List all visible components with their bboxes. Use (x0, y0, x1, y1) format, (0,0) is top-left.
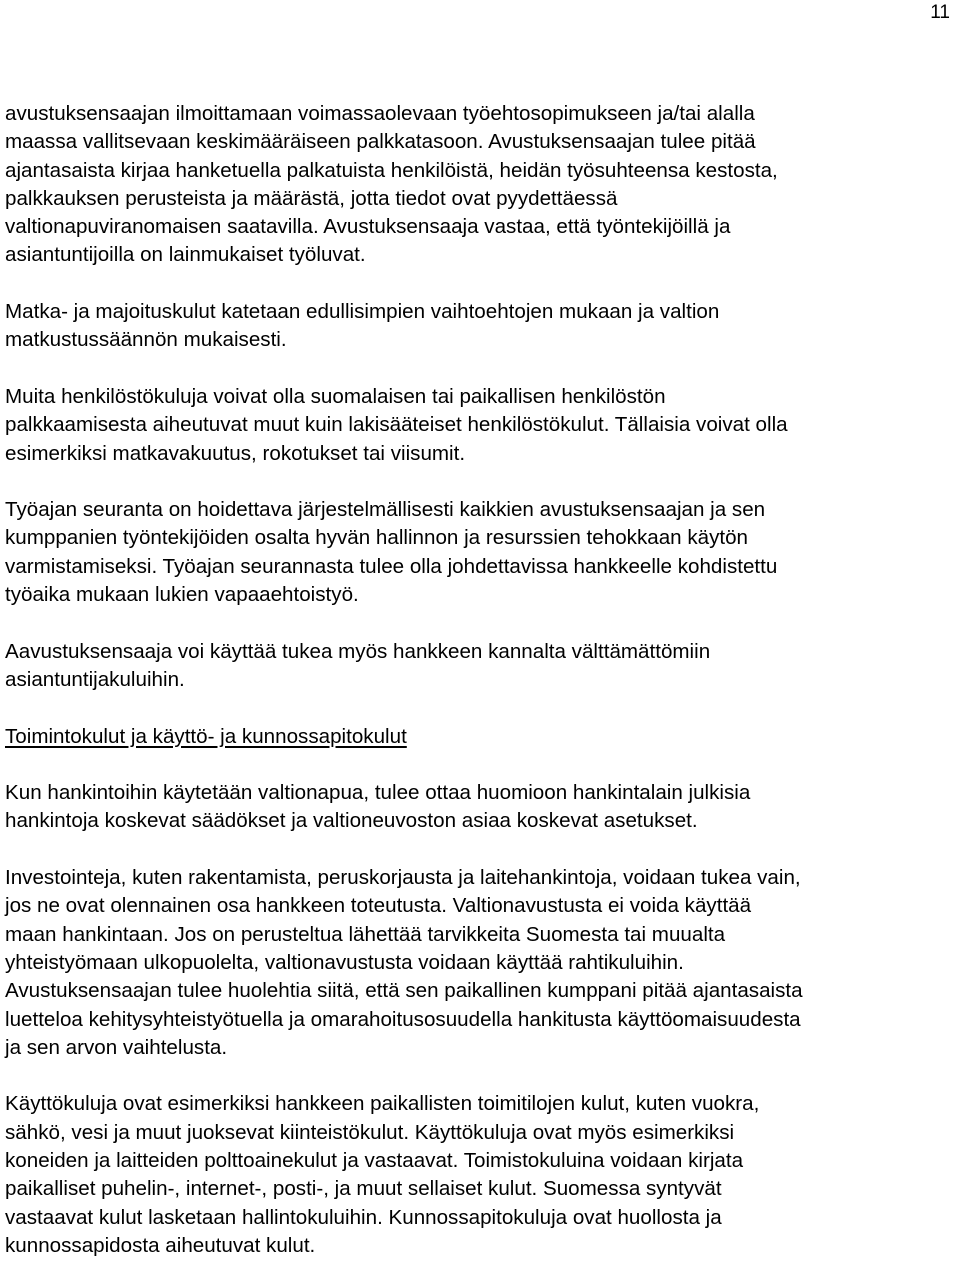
paragraph-operating-costs (5, 1090, 955, 1260)
paragraph-investments (5, 864, 955, 1062)
text-line: työaika mukaan lukien vapaaehtoistyö. (5, 583, 359, 607)
text-line: kumppanien työntekijöiden osalta hyvän hallinnon ja resurssien tehokkaan käytön (5, 526, 748, 550)
text-line: palkkaamisesta aiheutuvat muut kuin lakisääteiset henkilöstökulut. Tällaisia voivat olla (5, 413, 788, 437)
text-line: yhteistyömaan ulkopuolelta, valtionavustusta voidaan käyttää rahtikuluihin. (5, 950, 684, 974)
text-line: Käyttökuluja ovat esimerkiksi hankkeen paikallisten toimitilojen kulut, kuten vuokra, (5, 1092, 760, 1116)
text-line: Avustuksensaajan tulee huolehtia siitä, että sen paikallinen kumppani pitää ajantasaista (5, 979, 803, 1003)
paragraph-working-time-tracking (5, 496, 955, 609)
section-heading: Toimintokulut ja käyttö- ja kunnossapitokulut (5, 724, 407, 748)
paragraph-procurement-rules (5, 779, 955, 836)
text-line: luetteloa kehitysyhteistyötuella ja omarahoitusosuudella hankitusta käyttöomaisuudesta (5, 1007, 801, 1031)
paragraph-salary-records (5, 100, 955, 270)
text-line: maan hankintaan. Jos on perusteltua lähettää tarvikkeita Suomesta tai muualta (5, 922, 726, 946)
text-line: maassa vallitsevaan keskimääräiseen palkkatasoon. Avustuksensaajan tulee pitää (5, 130, 756, 154)
text-line: ja sen arvon vaihtelusta. (5, 1035, 228, 1059)
page-number: 11 (930, 2, 950, 23)
text-line: paikalliset puhelin-, internet-, posti-, ja muut sellaiset kulut. Suomessa syntyvät (5, 1177, 722, 1201)
text-line: Työajan seuranta on hoidettava järjestelmällisesti kaikkien avustuksensaajan ja sen (5, 498, 766, 522)
text-line: koneiden ja laitteiden polttoainekulut ja vastaavat. Toimistokuluina voidaan kirjata (5, 1148, 744, 1172)
text-line: Aavustuksensaaja voi käyttää tukea myös hankkeen kannalta välttämättömiin (5, 639, 711, 663)
document-body (5, 100, 955, 1260)
text-line: Investointeja, kuten rakentamista, peruskorjausta ja laitehankintoja, voidaan tukea vain, (5, 866, 801, 890)
text-line: matkustussäännön mukaisesti. (5, 328, 287, 352)
text-line: avustuksensaajan ilmoittamaan voimassaolevaan työehtosopimukseen ja/tai alalla (5, 102, 755, 125)
text-line: asiantuntijoilla on lainmukaiset työluvat. (5, 243, 366, 267)
text-line: valtionapuviranomaisen saatavilla. Avustuksensaaja vastaa, että työntekijöillä ja (5, 215, 731, 239)
text-line: ajantasaista kirjaa hanketuella palkatuista henkilöistä, heidän työsuhteensa kestosta, (5, 158, 778, 182)
text-line: asiantuntijakuluihin. (5, 667, 185, 691)
paragraph-expert-costs (5, 638, 955, 695)
text-line: vastaavat kulut lasketaan hallintokuluihin. Kunnossapitokuluja ovat huollosta ja (5, 1205, 722, 1229)
text-line: Muita henkilöstökuluja voivat olla suomalaisen tai paikallisen henkilöstön (5, 384, 666, 408)
paragraph-other-personnel-costs (5, 383, 955, 468)
text-line: esimerkiksi matkavakuutus, rokotukset tai viisumit. (5, 441, 466, 465)
text-line: sähkö, vesi ja muut juoksevat kiinteistökulut. Käyttökuluja ovat myös esimerkiksi (5, 1120, 735, 1144)
text-line: Matka- ja majoituskulut katetaan edullisimpien vaihtoehtojen mukaan ja valtion (5, 300, 720, 324)
text-line: jos ne ovat olennainen osa hankkeen toteutusta. Valtionavustusta ei voida käyttää (5, 894, 752, 918)
text-line: hankintoja koskevat säädökset ja valtioneuvoston asiaa koskevat asetukset. (5, 809, 698, 833)
text-line: Kun hankintoihin käytetään valtionapua, tulee ottaa huomioon hankintalain julkisia (5, 781, 751, 805)
text-line: varmistamiseksi. Työajan seurannasta tulee olla johdettavissa hankkeelle kohdistettu (5, 554, 778, 578)
paragraph-travel-costs (5, 298, 955, 355)
text-line: palkkauksen perusteista ja määrästä, jotta tiedot ovat pyydettäessä (5, 186, 618, 210)
text-line: kunnossapidosta aiheutuvat kulut. (5, 1233, 316, 1257)
